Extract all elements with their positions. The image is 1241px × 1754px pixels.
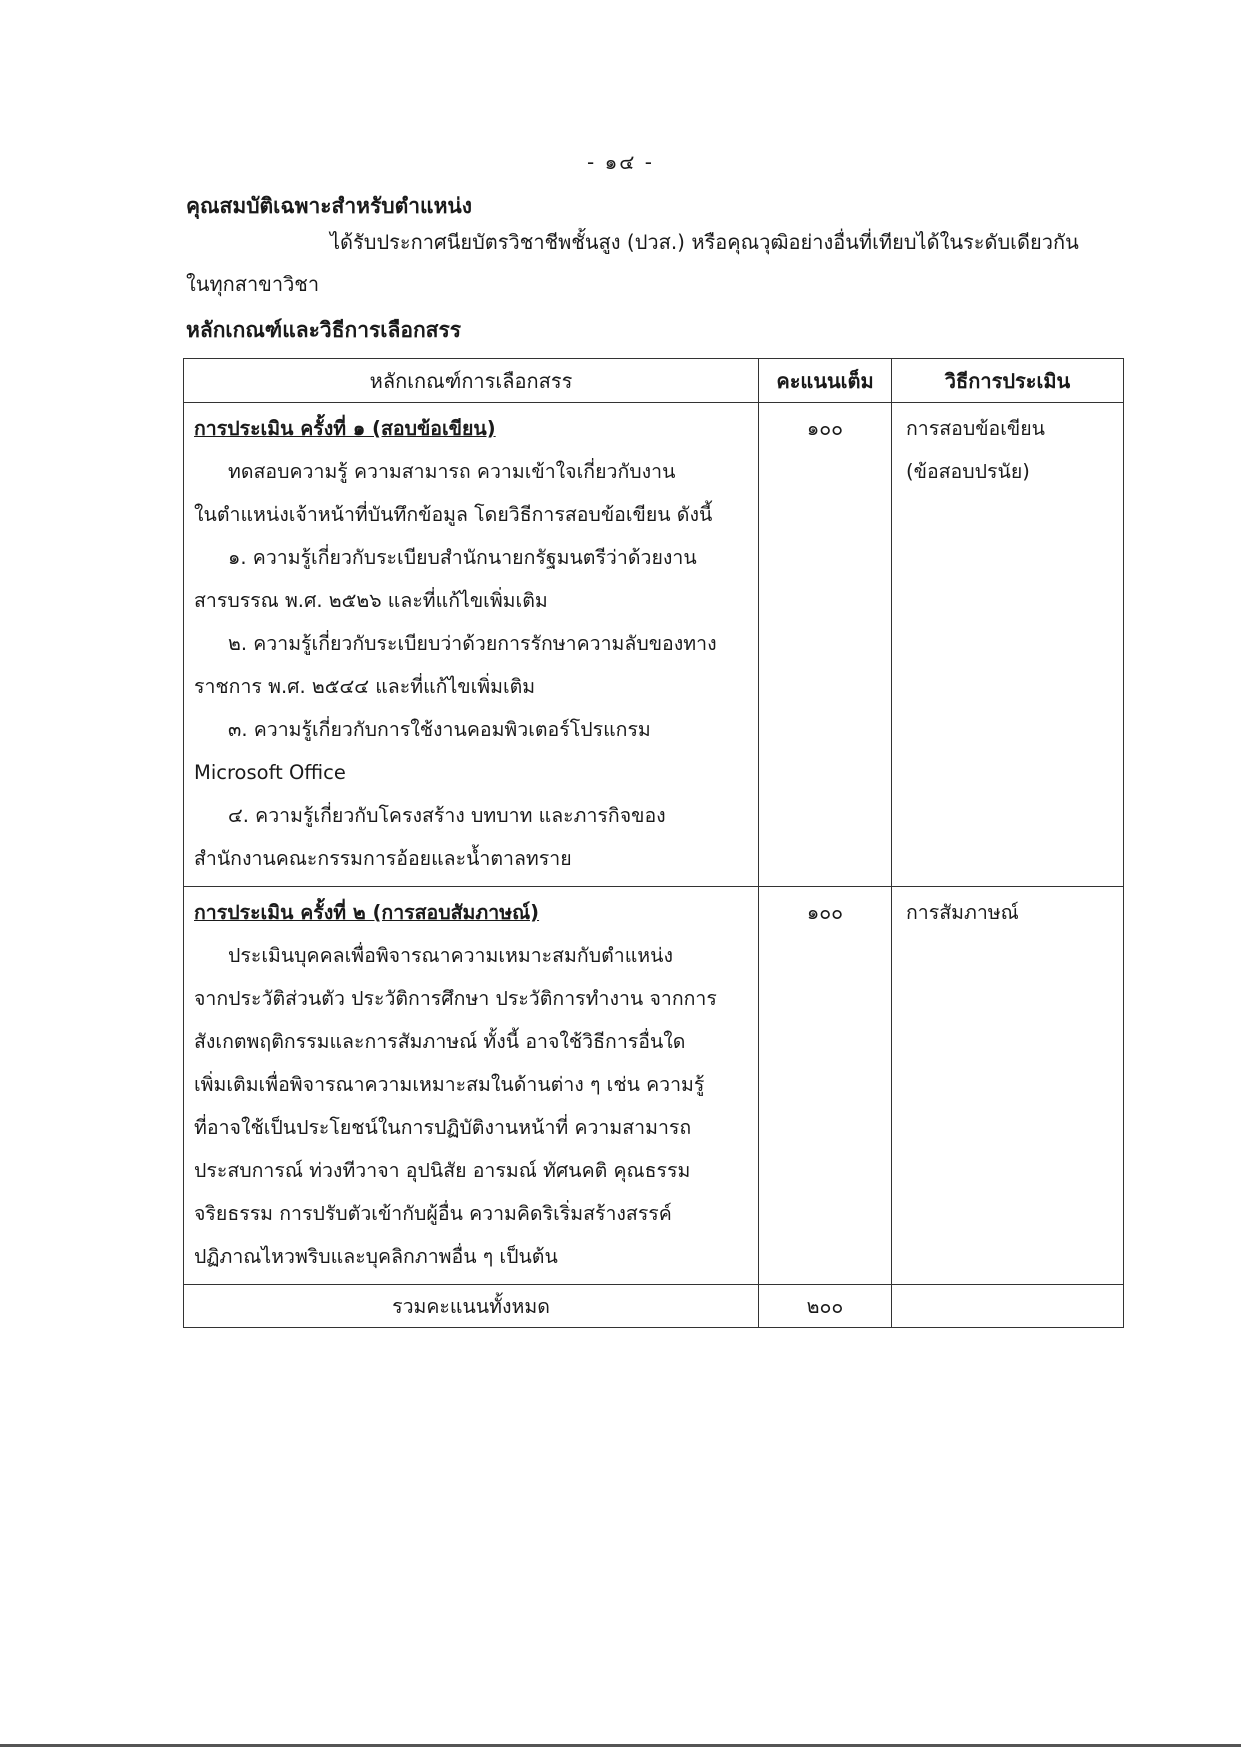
page-number: - ๑๔ - xyxy=(587,150,654,174)
table-row-total xyxy=(184,1285,1124,1328)
round-2-line: ปฏิภาณไหวพริบและบุคลิกภาพอื่น ๆ เป็นต้น xyxy=(194,1245,558,1268)
round-1-title: การประเมิน ครั้งที่ ๑ (สอบข้อเขียน) xyxy=(194,417,496,440)
round-1-score-cell xyxy=(759,403,892,887)
total-score: ๒๐๐ xyxy=(759,1285,892,1328)
criteria-heading: หลักเกณฑ์และวิธีการเลือกสรร xyxy=(186,318,462,342)
round-2-method-cell xyxy=(892,887,1124,1285)
round-1-line: สารบรรณ พ.ศ. ๒๕๒๖ และที่แก้ไขเพิ่มเติม xyxy=(194,589,548,612)
round-1-line: ในตำแหน่งเจ้าหน้าที่บันทึกข้อมูล โดยวิธีการสอบข้อเขียน ดังนี้ xyxy=(194,503,713,526)
round-2-line: สังเกตพฤติกรรมและการสัมภาษณ์ ทั้งนี้ อาจใช้วิธีการอื่นใด xyxy=(194,1030,686,1053)
table-header-row xyxy=(184,359,1124,403)
header-criteria: หลักเกณฑ์การเลือกสรร xyxy=(184,359,759,403)
total-label: รวมคะแนนทั้งหมด xyxy=(184,1285,759,1328)
round-1-line: ราชการ พ.ศ. ๒๕๔๔ และที่แก้ไขเพิ่มเติม xyxy=(194,675,536,698)
round-1-line: สำนักงานคณะกรรมการอ้อยและน้ำตาลทราย xyxy=(194,847,572,870)
round-1-line: ทดสอบความรู้ ความสามารถ ความเข้าใจเกี่ยวกับงาน xyxy=(228,460,676,483)
round-2-line: เพิ่มเติมเพื่อพิจารณาความเหมาะสมในด้านต่าง ๆ เช่น ความรู้ xyxy=(194,1073,705,1096)
criteria-table xyxy=(183,358,1124,1328)
round-1-line: ๔. ความรู้เกี่ยวกับโครงสร้าง บทบาท และภารกิจของ xyxy=(228,804,666,827)
qualification-line-1: ได้รับประกาศนียบัตรวิชาชีพชั้นสูง (ปวส.) หรือคุณวุฒิอย่างอื่นที่เทียบได้ในระดับเดียวกัน xyxy=(330,230,1079,254)
round-1-line: ๒. ความรู้เกี่ยวกับระเบียบว่าด้วยการรักษาความลับของทาง xyxy=(228,632,717,655)
round-1-line: ๑. ความรู้เกี่ยวกับระเบียบสำนักนายกรัฐมนตรีว่าด้วยงาน xyxy=(228,546,697,569)
round-2-line: ที่อาจใช้เป็นประโยชน์ในการปฏิบัติงานหน้าที่ ความสามารถ xyxy=(194,1116,692,1139)
round-2-line: ประสบการณ์ ท่วงทีวาจา อุปนิสัย อารมณ์ ทัศนคติ คุณธรรม xyxy=(194,1159,691,1182)
round-2-line: จากประวัติส่วนตัว ประวัติการศึกษา ประวัติการทำงาน จากการ xyxy=(194,987,717,1010)
round-1-method-cell xyxy=(892,403,1124,887)
round-1-score: ๑๐๐ xyxy=(806,417,844,440)
round-1-criteria-cell xyxy=(184,403,759,887)
round-2-score-cell xyxy=(759,887,892,1285)
total-method xyxy=(892,1285,1124,1328)
header-score: คะแนนเต็ม xyxy=(759,359,892,403)
round-1-method-line-1: การสอบข้อเขียน xyxy=(906,417,1046,440)
round-1-line: Microsoft Office xyxy=(194,761,346,784)
round-2-method: การสัมภาษณ์ xyxy=(906,901,1019,924)
page-bottom-edge xyxy=(0,1744,1241,1747)
header-method: วิธีการประเมิน xyxy=(892,359,1124,403)
qualification-line-2: ในทุกสาขาวิชา xyxy=(186,272,320,296)
round-2-title: การประเมิน ครั้งที่ ๒ (การสอบสัมภาษณ์) xyxy=(194,901,540,924)
table-row-round-2 xyxy=(184,887,1124,1285)
round-2-line: จริยธรรม การปรับตัวเข้ากับผู้อื่น ความคิดริเริ่มสร้างสรรค์ xyxy=(194,1202,672,1225)
table-row-round-1 xyxy=(184,403,1124,887)
round-1-method-line-2: (ข้อสอบปรนัย) xyxy=(906,460,1030,483)
qualification-heading: คุณสมบัติเฉพาะสำหรับตำแหน่ง xyxy=(186,194,473,218)
round-2-line: ประเมินบุคคลเพื่อพิจารณาความเหมาะสมกับตำแหน่ง xyxy=(228,944,673,967)
round-2-criteria-cell xyxy=(184,887,759,1285)
round-1-line: ๓. ความรู้เกี่ยวกับการใช้งานคอมพิวเตอร์โปรแกรม xyxy=(228,718,651,741)
round-2-score: ๑๐๐ xyxy=(806,901,844,924)
